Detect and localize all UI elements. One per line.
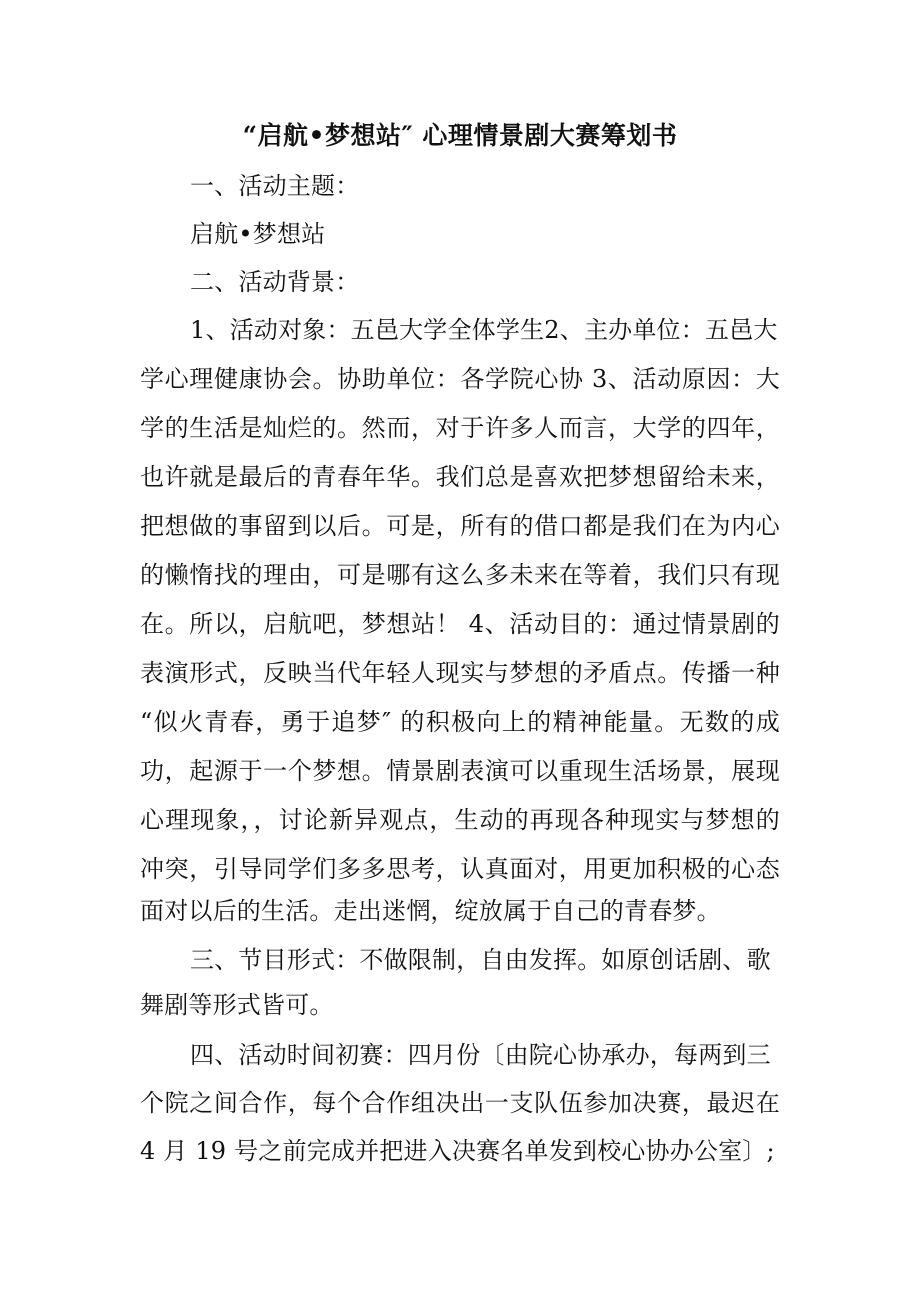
paragraph-line: 冲突，引导同学们多多思考，认真面对，用更加积极的心态 [140,855,780,883]
paragraph-line: 面对以后的生活。走出迷惘，绽放属于自己的青春梦。 [140,897,721,925]
section-heading-background: 二、活动背景： [190,268,360,296]
paragraph-line: 心理现象，，讨论新异观点，生动的再现各种现实与梦想的 [140,806,780,834]
paragraph-line: “似火青春，勇于追梦″ 的积极向上的精神能量。无数的成 [140,708,780,736]
paragraph-line: 四、活动时间初赛：四月份〔由院心协承办，每两到三 [190,1041,771,1069]
paragraph-line: 也许就是最后的青春年华。我们总是喜欢把梦想留给未来， [140,463,780,491]
paragraph-line: 功，起源于一个梦想。情景剧表演可以重现生活场景，展现 [140,757,780,785]
paragraph-line: 表演形式，反映当代年轻人现实与梦想的矛盾点。传播一种 [140,659,780,687]
document-title: “启航•梦想站″ 心理情景剧大赛筹划书 [242,121,678,150]
paragraph-line: 在。所以，启航吧，梦想站！ 4、活动目的：通过情景剧的 [140,610,780,638]
paragraph-line: 三、节目形式：不做限制，自由发挥。如原创话剧、歌 [190,946,771,974]
theme-text: 启航•梦想站 [190,220,326,248]
paragraph-line: 舞剧等形式皆可。 [140,991,334,1019]
paragraph-line: 个院之间合作，每个合作组决出一支队伍参加决赛，最迟在 [140,1089,780,1117]
paragraph-line: 把想做的事留到以后。可是，所有的借口都是我们在为内心 [140,512,780,540]
paragraph-line: 学的生活是灿烂的。然而，对于许多人而言，大学的四年， [140,414,780,442]
section-heading-theme: 一、活动主题： [190,172,360,200]
paragraph-line: 的懒惰找的理由，可是哪有这么多未来在等着，我们只有现 [140,561,780,589]
paragraph-line: 4 月 19 号之前完成并把进入决赛名单发到校心协办公室〕; [140,1137,775,1165]
paragraph-line: 1、活动对象：五邑大学全体学生2、主办单位：五邑大 [190,316,778,344]
paragraph-line: 学心理健康协会。协助单位：各学院心协 3、活动原因：大 [140,365,780,393]
